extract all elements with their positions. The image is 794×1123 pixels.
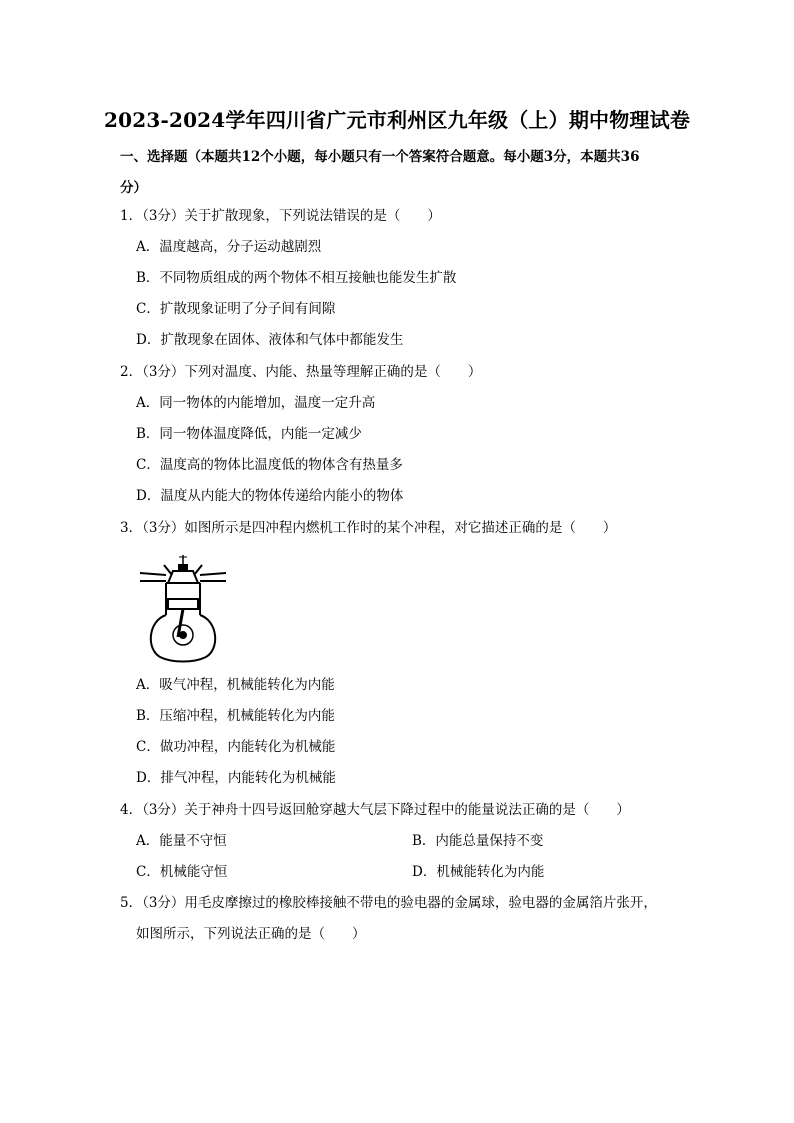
question-5-stem: 5．（3分）用毛皮摩擦过的橡胶棒接触不带电的验电器的金属球，验电器的金属箔片张开，	[120, 895, 657, 911]
engine-cylinder-figure	[138, 553, 228, 663]
question-4-option-c: C．机械能守恒	[136, 864, 228, 880]
question-3-option-a: A．吸气冲程，机械能转化为内能	[136, 677, 335, 693]
question-4-option-d: D．机械能转化为内能	[412, 864, 545, 880]
question-1-option-c: C．扩散现象证明了分子间有间隙	[136, 301, 336, 317]
question-3-stem: 3．（3分）如图所示是四冲程内燃机工作时的某个冲程，对它描述正确的是（ ）	[120, 520, 617, 536]
question-2-option-d: D．温度从内能大的物体传递给内能小的物体	[136, 488, 404, 504]
section-heading-line1: 一、选择题（本题共12个小题，每小题只有一个答案符合题意。每小题3分，本题共36	[120, 149, 640, 165]
question-4-stem: 4．（3分）关于神舟十四号返回舱穿越大气层下降过程中的能量说法正确的是（ ）	[120, 802, 630, 818]
question-3-option-c: C．做功冲程，内能转化为机械能	[136, 739, 336, 755]
question-2-option-b: B．同一物体温度降低，内能一定减少	[136, 426, 362, 442]
question-2-stem: 2．（3分）下列对温度、内能、热量等理解正确的是（ ）	[120, 364, 482, 380]
question-4-option-a: A．能量不守恒	[136, 833, 227, 849]
question-4-option-b: B．内能总量保持不变	[412, 833, 544, 849]
section-heading-line2: 分）	[120, 180, 147, 196]
question-3-option-d: D．排气冲程，内能转化为机械能	[136, 770, 336, 786]
question-5-stem-continued: 如图所示，下列说法正确的是（ ）	[136, 926, 366, 942]
question-1-stem: 1．（3分）关于扩散现象，下列说法错误的是（ ）	[120, 208, 441, 224]
page-title: 2023-2024学年四川省广元市利州区九年级（上）期中物理试卷	[103, 108, 691, 132]
question-1-option-b: B．不同物质组成的两个物体不相互接触也能发生扩散	[136, 270, 457, 286]
question-1-option-a: A．温度越高，分子运动越剧烈	[136, 239, 322, 255]
question-3-option-b: B．压缩冲程，机械能转化为内能	[136, 708, 335, 724]
question-2-option-a: A．同一物体的内能增加，温度一定升高	[136, 395, 376, 411]
question-2-option-c: C．温度高的物体比温度低的物体含有热量多	[136, 457, 403, 473]
question-1-option-d: D．扩散现象在固体、液体和气体中都能发生	[136, 332, 404, 348]
